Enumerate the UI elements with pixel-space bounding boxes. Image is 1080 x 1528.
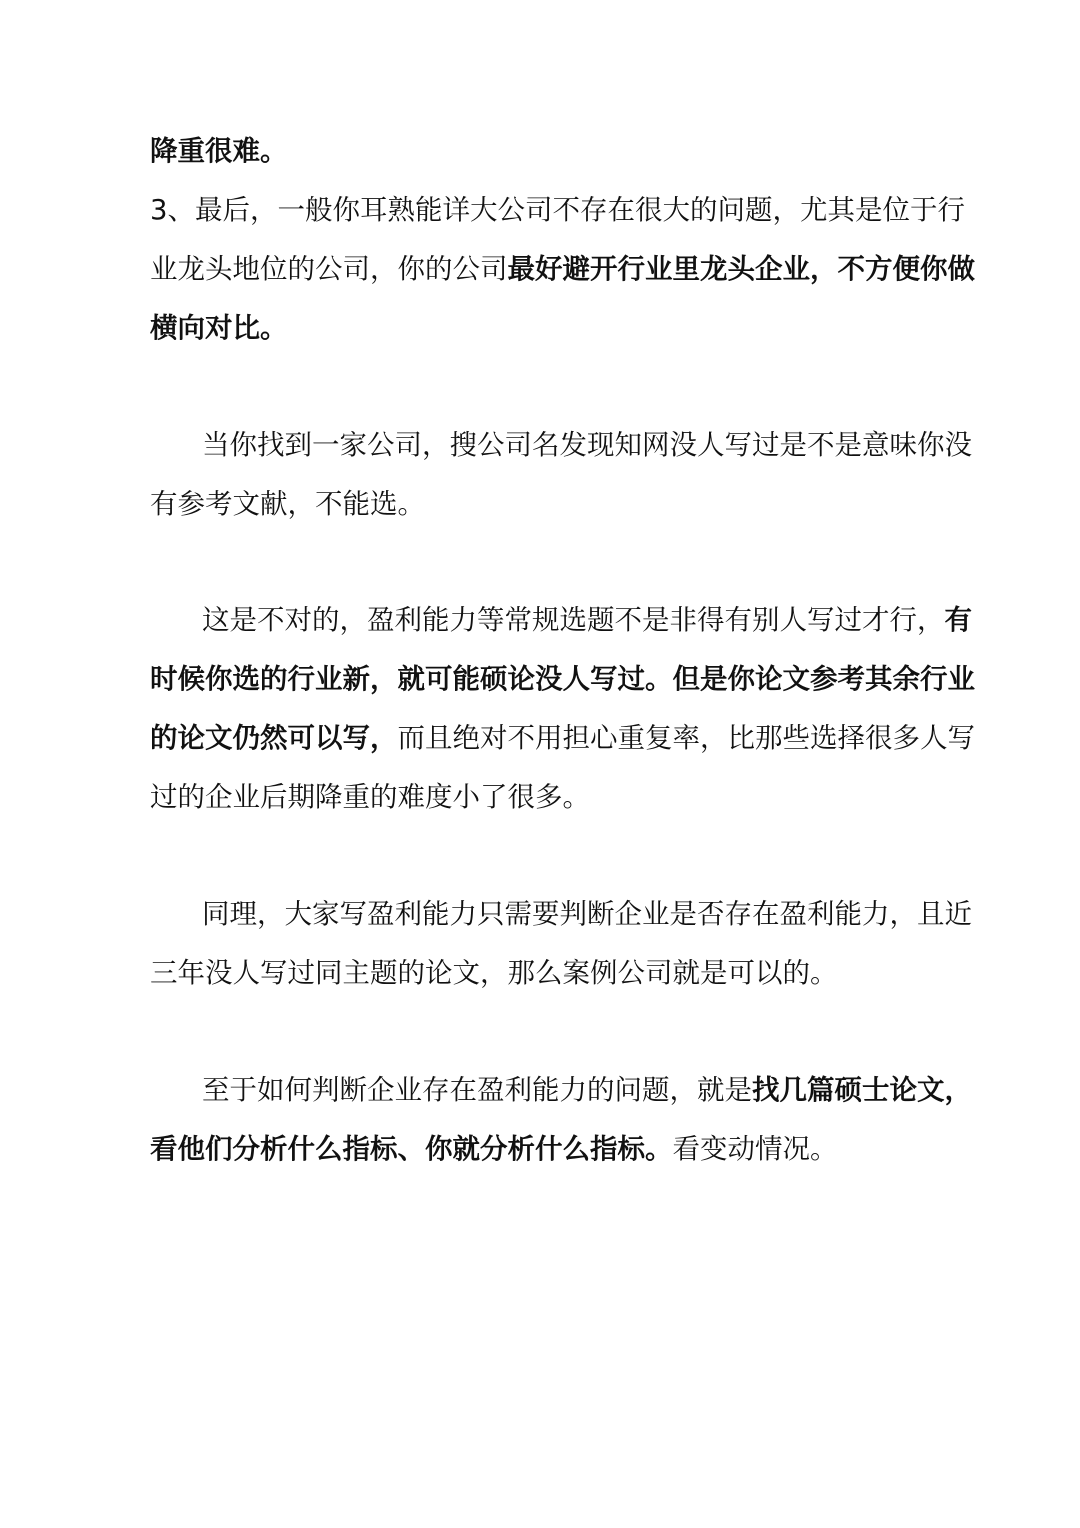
- text-line: [150, 308, 940, 348]
- text-line: [150, 894, 972, 934]
- bold-text: 有: [944, 604, 972, 636]
- text-line: [150, 659, 975, 699]
- bold-text: 最好避开行业里龙头企业，不方便你做: [507, 253, 975, 285]
- text-line: [150, 249, 975, 289]
- text-span: 看变动情况。: [672, 1133, 838, 1165]
- text-line: [150, 953, 940, 993]
- text-span: 至于如何判断企业存在盈利能力的问题，就是: [202, 1074, 752, 1106]
- text-span: 当你找到一家公司，搜公司名发现知网没人写过是不是意味你没: [202, 429, 972, 461]
- text-span: 有参考文献，不能选。: [150, 488, 425, 520]
- bold-text: 找几篇硕士论文，: [752, 1074, 972, 1106]
- text-span: 同理，大家写盈利能力只需要判断企业是否存在盈利能力，且近: [202, 898, 972, 930]
- text-span: 过的企业后期降重的难度小了很多。: [150, 781, 590, 813]
- bold-text: 看他们分析什么指标、你就分析什么指标。: [150, 1133, 673, 1165]
- text-line: [150, 484, 940, 524]
- text-span: 这是不对的，盈利能力等常规选题不是非得有别人写过才行，: [202, 604, 945, 636]
- text-line: [150, 190, 965, 230]
- text-line: [150, 131, 940, 171]
- text-span: 而且绝对不用担心重复率，比那些选择很多人写: [397, 722, 975, 754]
- text-line: [150, 777, 940, 817]
- bold-text: 降重很难。: [150, 135, 288, 167]
- text-line: [150, 718, 975, 758]
- text-line: [150, 1129, 940, 1169]
- bold-text: 时候你选的行业新，就可能硕论没人写过。但是你论文参考其余行业: [150, 663, 975, 695]
- text-line: [150, 600, 972, 640]
- text-span: 3、最后，一般你耳熟能详大公司不存在很大的问题，尤其是位于行: [150, 194, 965, 226]
- text-line: [150, 1070, 972, 1110]
- text-span: 三年没人写过同主题的论文，那么案例公司就是可以的。: [150, 957, 838, 989]
- bold-text: 横向对比。: [150, 312, 288, 344]
- bold-text: 的论文仍然可以写，: [150, 722, 398, 754]
- text-span: 业龙头地位的公司，你的公司: [150, 253, 508, 285]
- text-line: [150, 425, 972, 465]
